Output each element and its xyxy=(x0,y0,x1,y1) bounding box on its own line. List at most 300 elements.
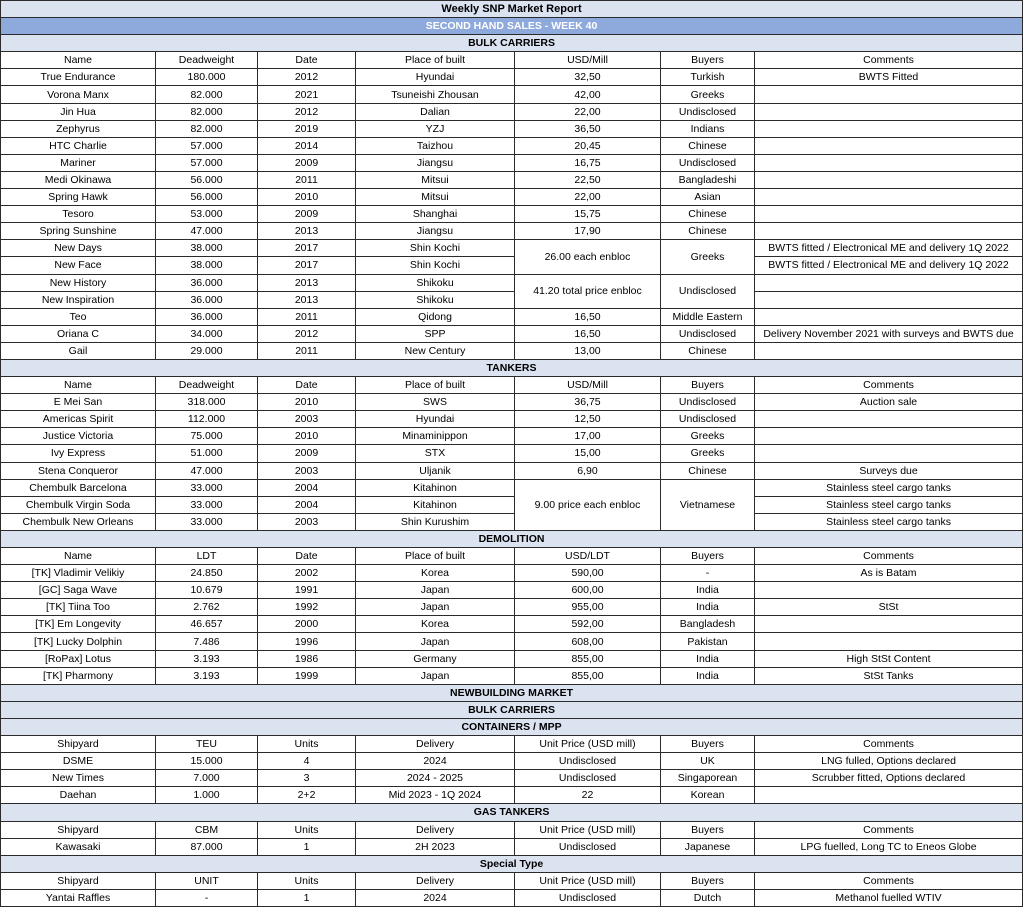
cell-buyers: Chinese xyxy=(661,206,755,223)
cell-place: Shanghai xyxy=(356,206,515,223)
cell-date: 3 xyxy=(258,770,356,787)
cell-date: 2013 xyxy=(258,274,356,291)
table-row xyxy=(1,513,1023,530)
table-row xyxy=(1,411,1023,428)
table-row xyxy=(1,120,1023,137)
cell-name: Chembulk Barcelona xyxy=(1,479,156,496)
cell-comments xyxy=(755,137,1023,154)
col-header-date: Units xyxy=(258,736,356,753)
col-header-price: Unit Price (USD mill) xyxy=(515,872,661,889)
table-row xyxy=(1,479,1023,496)
cell-buyers: UK xyxy=(661,753,755,770)
cell-price: 12,50 xyxy=(515,411,661,428)
cell-weight: 33.000 xyxy=(156,513,258,530)
cell-name: Spring Sunshine xyxy=(1,223,156,240)
cell-weight: 2.762 xyxy=(156,599,258,616)
cell-weight: 57.000 xyxy=(156,154,258,171)
table-row xyxy=(1,599,1023,616)
cell-comments xyxy=(755,206,1023,223)
cell-name: Oriana C xyxy=(1,325,156,342)
cell-name: [RoPax] Lotus xyxy=(1,650,156,667)
cell-date: 1991 xyxy=(258,582,356,599)
table-row xyxy=(1,753,1023,770)
cell-name: Justice Victoria xyxy=(1,428,156,445)
cell-comments: Stainless steel cargo tanks xyxy=(755,496,1023,513)
cell-comments: High StSt Content xyxy=(755,650,1023,667)
section-demolition: DEMOLITION xyxy=(1,530,1023,547)
cell-comments xyxy=(755,428,1023,445)
cell-weight: 29.000 xyxy=(156,342,258,359)
section-demolition-row xyxy=(1,530,1023,547)
report-title-row xyxy=(1,1,1023,18)
report-subtitle: SECOND HAND SALES - WEEK 40 xyxy=(1,18,1023,35)
col-header-weight: LDT xyxy=(156,548,258,565)
table-row xyxy=(1,291,1023,308)
cell-weight: - xyxy=(156,889,258,906)
cell-date: 2009 xyxy=(258,206,356,223)
cell-price: 16,50 xyxy=(515,308,661,325)
col-header-weight: CBM xyxy=(156,821,258,838)
cell-place: Jiangsu xyxy=(356,154,515,171)
cell-name: Chembulk New Orleans xyxy=(1,513,156,530)
section-containers: CONTAINERS / MPP xyxy=(1,718,1023,735)
cell-date: 2+2 xyxy=(258,787,356,804)
col-header-weight: UNIT xyxy=(156,872,258,889)
table-row xyxy=(1,787,1023,804)
cell-place: Korea xyxy=(356,565,515,582)
cell-price: 855,00 xyxy=(515,667,661,684)
table-row xyxy=(1,616,1023,633)
table-row xyxy=(1,86,1023,103)
cell-price: 36,75 xyxy=(515,394,661,411)
header-row xyxy=(1,736,1023,753)
col-header-name: Shipyard xyxy=(1,872,156,889)
cell-date: 2012 xyxy=(258,325,356,342)
table-row xyxy=(1,154,1023,171)
report-body xyxy=(1,1,1023,907)
cell-place: Japan xyxy=(356,667,515,684)
col-header-comments: Comments xyxy=(755,377,1023,394)
cell-name: Yantai Raffles xyxy=(1,889,156,906)
cell-weight: 82.000 xyxy=(156,120,258,137)
cell-weight: 82.000 xyxy=(156,86,258,103)
section-gas-tankers-row xyxy=(1,804,1023,821)
cell-comments: BWTS fitted / Electronical ME and delivery 1Q 2022 xyxy=(755,257,1023,274)
cell-weight: 51.000 xyxy=(156,445,258,462)
cell-date: 2009 xyxy=(258,445,356,462)
table-row xyxy=(1,274,1023,291)
cell-name: New Inspiration xyxy=(1,291,156,308)
cell-buyers: Greeks xyxy=(661,428,755,445)
col-header-price: USD/LDT xyxy=(515,548,661,565)
table-row xyxy=(1,171,1023,188)
cell-name: Jin Hua xyxy=(1,103,156,120)
cell-comments: StSt xyxy=(755,599,1023,616)
cell-date: 2013 xyxy=(258,291,356,308)
cell-date: 2010 xyxy=(258,189,356,206)
cell-price: 22,00 xyxy=(515,189,661,206)
section-containers-row xyxy=(1,718,1023,735)
cell-name: True Endurance xyxy=(1,69,156,86)
cell-place: YZJ xyxy=(356,120,515,137)
cell-price: 6,90 xyxy=(515,462,661,479)
cell-date: 2000 xyxy=(258,616,356,633)
cell-place: Shikoku xyxy=(356,291,515,308)
report-subtitle-row xyxy=(1,18,1023,35)
cell-place: Mitsui xyxy=(356,189,515,206)
col-header-buyers: Buyers xyxy=(661,736,755,753)
cell-name: Zephyrus xyxy=(1,120,156,137)
cell-weight: 33.000 xyxy=(156,496,258,513)
col-header-name: Shipyard xyxy=(1,736,156,753)
cell-comments xyxy=(755,616,1023,633)
cell-date: 2011 xyxy=(258,171,356,188)
cell-comments: Auction sale xyxy=(755,394,1023,411)
cell-comments xyxy=(755,445,1023,462)
table-row xyxy=(1,582,1023,599)
header-row xyxy=(1,872,1023,889)
cell-weight: 34.000 xyxy=(156,325,258,342)
cell-price: 608,00 xyxy=(515,633,661,650)
cell-buyers: Undisclosed xyxy=(661,325,755,342)
cell-price: 41.20 total price enbloc xyxy=(515,274,661,308)
cell-weight: 318.000 xyxy=(156,394,258,411)
cell-name: Medi Okinawa xyxy=(1,171,156,188)
cell-comments xyxy=(755,582,1023,599)
cell-weight: 46.657 xyxy=(156,616,258,633)
cell-date: 2009 xyxy=(258,154,356,171)
cell-name: Stena Conqueror xyxy=(1,462,156,479)
cell-place: Kitahinon xyxy=(356,479,515,496)
cell-place: Germany xyxy=(356,650,515,667)
cell-buyers: Dutch xyxy=(661,889,755,906)
cell-comments xyxy=(755,291,1023,308)
table-row xyxy=(1,496,1023,513)
cell-buyers: Singaporean xyxy=(661,770,755,787)
cell-price: 590,00 xyxy=(515,565,661,582)
cell-weight: 38.000 xyxy=(156,257,258,274)
table-row xyxy=(1,394,1023,411)
cell-price: 600,00 xyxy=(515,582,661,599)
col-header-date: Date xyxy=(258,52,356,69)
cell-buyers: Pakistan xyxy=(661,633,755,650)
cell-comments: BWTS Fitted xyxy=(755,69,1023,86)
cell-comments: LNG fulled, Options declared xyxy=(755,753,1023,770)
cell-comments xyxy=(755,154,1023,171)
section-newbuilding-market-row xyxy=(1,684,1023,701)
table-row xyxy=(1,325,1023,342)
col-header-date: Units xyxy=(258,872,356,889)
col-header-price: USD/Mill xyxy=(515,52,661,69)
cell-price: 15,75 xyxy=(515,206,661,223)
section-bulk-carriers: BULK CARRIERS xyxy=(1,35,1023,52)
cell-place: Japan xyxy=(356,582,515,599)
cell-price: 32,50 xyxy=(515,69,661,86)
cell-buyers: India xyxy=(661,599,755,616)
cell-date: 1992 xyxy=(258,599,356,616)
cell-name: New Times xyxy=(1,770,156,787)
report-title: Weekly SNP Market Report xyxy=(1,1,1023,18)
col-header-buyers: Buyers xyxy=(661,821,755,838)
col-header-price: USD/Mill xyxy=(515,377,661,394)
table-row xyxy=(1,428,1023,445)
cell-place: Qidong xyxy=(356,308,515,325)
cell-date: 1 xyxy=(258,889,356,906)
cell-place: Shin Kochi xyxy=(356,257,515,274)
col-header-weight: Deadweight xyxy=(156,377,258,394)
cell-buyers: Vietnamese xyxy=(661,479,755,530)
cell-place: New Century xyxy=(356,342,515,359)
cell-date: 2010 xyxy=(258,394,356,411)
cell-name: New Face xyxy=(1,257,156,274)
cell-name: [TK] Tiina Too xyxy=(1,599,156,616)
cell-name: Vorona Manx xyxy=(1,86,156,103)
col-header-weight: TEU xyxy=(156,736,258,753)
cell-weight: 47.000 xyxy=(156,223,258,240)
section-newbuilding-bulk-row xyxy=(1,701,1023,718)
col-header-place: Place of built xyxy=(356,52,515,69)
cell-name: [TK] Vladimir Velikiy xyxy=(1,565,156,582)
cell-place: SWS xyxy=(356,394,515,411)
cell-buyers: Undisclosed xyxy=(661,274,755,308)
cell-date: 1996 xyxy=(258,633,356,650)
cell-date: 2002 xyxy=(258,565,356,582)
cell-date: 2019 xyxy=(258,120,356,137)
cell-date: 2013 xyxy=(258,223,356,240)
cell-weight: 33.000 xyxy=(156,479,258,496)
col-header-place: Delivery xyxy=(356,872,515,889)
cell-name: Gail xyxy=(1,342,156,359)
cell-date: 2003 xyxy=(258,513,356,530)
col-header-name: Name xyxy=(1,52,156,69)
cell-date: 2003 xyxy=(258,462,356,479)
cell-place: Shikoku xyxy=(356,274,515,291)
table-row xyxy=(1,770,1023,787)
cell-date: 2021 xyxy=(258,86,356,103)
cell-buyers: Bangladesh xyxy=(661,616,755,633)
cell-price: 13,00 xyxy=(515,342,661,359)
cell-buyers: - xyxy=(661,565,755,582)
cell-buyers: Japanese xyxy=(661,838,755,855)
cell-date: 2014 xyxy=(258,137,356,154)
cell-weight: 7.000 xyxy=(156,770,258,787)
cell-place: 2024 - 2025 xyxy=(356,770,515,787)
cell-comments xyxy=(755,308,1023,325)
table-row xyxy=(1,308,1023,325)
cell-price: 20,45 xyxy=(515,137,661,154)
cell-date: 1986 xyxy=(258,650,356,667)
cell-name: [GC] Saga Wave xyxy=(1,582,156,599)
table-row xyxy=(1,69,1023,86)
cell-price: Undisclosed xyxy=(515,770,661,787)
cell-buyers: Chinese xyxy=(661,137,755,154)
table-row xyxy=(1,189,1023,206)
cell-weight: 15.000 xyxy=(156,753,258,770)
header-row xyxy=(1,821,1023,838)
cell-comments xyxy=(755,274,1023,291)
cell-comments: Stainless steel cargo tanks xyxy=(755,479,1023,496)
cell-buyers: Undisclosed xyxy=(661,394,755,411)
cell-price: 17,00 xyxy=(515,428,661,445)
cell-weight: 53.000 xyxy=(156,206,258,223)
cell-price: 26.00 each enbloc xyxy=(515,240,661,274)
col-header-name: Name xyxy=(1,548,156,565)
cell-weight: 75.000 xyxy=(156,428,258,445)
cell-buyers: Greeks xyxy=(661,445,755,462)
cell-price: Undisclosed xyxy=(515,838,661,855)
cell-price: 592,00 xyxy=(515,616,661,633)
cell-name: Kawasaki xyxy=(1,838,156,855)
cell-weight: 38.000 xyxy=(156,240,258,257)
cell-comments: Stainless steel cargo tanks xyxy=(755,513,1023,530)
cell-date: 2011 xyxy=(258,342,356,359)
cell-comments: As is Batam xyxy=(755,565,1023,582)
col-header-date: Date xyxy=(258,377,356,394)
cell-buyers: Undisclosed xyxy=(661,103,755,120)
cell-weight: 3.193 xyxy=(156,667,258,684)
cell-weight: 36.000 xyxy=(156,274,258,291)
cell-place: Hyundai xyxy=(356,411,515,428)
col-header-comments: Comments xyxy=(755,736,1023,753)
table-row xyxy=(1,257,1023,274)
cell-price: Undisclosed xyxy=(515,753,661,770)
cell-place: 2024 xyxy=(356,753,515,770)
cell-weight: 7.486 xyxy=(156,633,258,650)
cell-comments xyxy=(755,171,1023,188)
cell-comments: StSt Tanks xyxy=(755,667,1023,684)
col-header-buyers: Buyers xyxy=(661,548,755,565)
cell-buyers: Chinese xyxy=(661,462,755,479)
cell-date: 2017 xyxy=(258,257,356,274)
cell-comments: Scrubber fitted, Options declared xyxy=(755,770,1023,787)
section-gas-tankers: GAS TANKERS xyxy=(1,804,1023,821)
cell-weight: 10.679 xyxy=(156,582,258,599)
cell-name: Mariner xyxy=(1,154,156,171)
cell-price: 22 xyxy=(515,787,661,804)
cell-weight: 112.000 xyxy=(156,411,258,428)
cell-price: Undisclosed xyxy=(515,889,661,906)
cell-weight: 180.000 xyxy=(156,69,258,86)
cell-name: New History xyxy=(1,274,156,291)
cell-weight: 57.000 xyxy=(156,137,258,154)
table-row xyxy=(1,462,1023,479)
cell-buyers: Bangladeshi xyxy=(661,171,755,188)
cell-place: STX xyxy=(356,445,515,462)
cell-date: 2004 xyxy=(258,496,356,513)
cell-date: 2003 xyxy=(258,411,356,428)
cell-weight: 56.000 xyxy=(156,189,258,206)
cell-name: Americas Spirit xyxy=(1,411,156,428)
cell-place: Uljanik xyxy=(356,462,515,479)
cell-weight: 47.000 xyxy=(156,462,258,479)
col-header-comments: Comments xyxy=(755,872,1023,889)
cell-price: 36,50 xyxy=(515,120,661,137)
cell-comments: Surveys due xyxy=(755,462,1023,479)
cell-comments xyxy=(755,787,1023,804)
cell-comments: Methanol fuelled WTIV xyxy=(755,889,1023,906)
table-row xyxy=(1,223,1023,240)
section-tankers: TANKERS xyxy=(1,359,1023,376)
cell-buyers: Undisclosed xyxy=(661,411,755,428)
col-header-date: Units xyxy=(258,821,356,838)
cell-comments xyxy=(755,86,1023,103)
cell-comments xyxy=(755,342,1023,359)
cell-buyers: Chinese xyxy=(661,342,755,359)
cell-buyers: Chinese xyxy=(661,223,755,240)
cell-price: 22,50 xyxy=(515,171,661,188)
cell-date: 2010 xyxy=(258,428,356,445)
cell-place: Korea xyxy=(356,616,515,633)
table-row xyxy=(1,342,1023,359)
table-row xyxy=(1,103,1023,120)
cell-name: E Mei San xyxy=(1,394,156,411)
table-row xyxy=(1,565,1023,582)
table-row xyxy=(1,633,1023,650)
cell-buyers: Undisclosed xyxy=(661,154,755,171)
cell-weight: 36.000 xyxy=(156,291,258,308)
cell-comments xyxy=(755,411,1023,428)
cell-comments xyxy=(755,223,1023,240)
section-newbuilding-market: NEWBUILDING MARKET xyxy=(1,684,1023,701)
cell-date: 2011 xyxy=(258,308,356,325)
cell-buyers: Middle Eastern xyxy=(661,308,755,325)
cell-price: 9.00 price each enbloc xyxy=(515,479,661,530)
cell-name: [TK] Lucky Dolphin xyxy=(1,633,156,650)
cell-buyers: Greeks xyxy=(661,240,755,274)
cell-name: Ivy Express xyxy=(1,445,156,462)
cell-buyers: Korean xyxy=(661,787,755,804)
cell-weight: 87.000 xyxy=(156,838,258,855)
cell-weight: 56.000 xyxy=(156,171,258,188)
cell-buyers: Indians xyxy=(661,120,755,137)
cell-comments xyxy=(755,120,1023,137)
col-header-place: Delivery xyxy=(356,821,515,838)
section-bulk-carriers-row xyxy=(1,35,1023,52)
col-header-name: Shipyard xyxy=(1,821,156,838)
cell-place: 2024 xyxy=(356,889,515,906)
cell-weight: 36.000 xyxy=(156,308,258,325)
cell-name: Chembulk Virgin Soda xyxy=(1,496,156,513)
col-header-name: Name xyxy=(1,377,156,394)
cell-buyers: India xyxy=(661,667,755,684)
cell-weight: 3.193 xyxy=(156,650,258,667)
col-header-date: Date xyxy=(258,548,356,565)
cell-place: Dalian xyxy=(356,103,515,120)
table-row xyxy=(1,838,1023,855)
cell-price: 22,00 xyxy=(515,103,661,120)
header-row xyxy=(1,52,1023,69)
table-row xyxy=(1,650,1023,667)
cell-name: Spring Hawk xyxy=(1,189,156,206)
col-header-buyers: Buyers xyxy=(661,377,755,394)
cell-place: Shin Kochi xyxy=(356,240,515,257)
cell-weight: 1.000 xyxy=(156,787,258,804)
cell-place: Mid 2023 - 1Q 2024 xyxy=(356,787,515,804)
cell-name: Teo xyxy=(1,308,156,325)
cell-comments xyxy=(755,633,1023,650)
cell-name: Daehan xyxy=(1,787,156,804)
header-row xyxy=(1,548,1023,565)
cell-place: Kitahinon xyxy=(356,496,515,513)
cell-place: 2H 2023 xyxy=(356,838,515,855)
col-header-place: Place of built xyxy=(356,548,515,565)
cell-buyers: India xyxy=(661,582,755,599)
cell-buyers: Turkish xyxy=(661,69,755,86)
cell-date: 4 xyxy=(258,753,356,770)
cell-place: Minaminippon xyxy=(356,428,515,445)
col-header-comments: Comments xyxy=(755,52,1023,69)
cell-weight: 24.850 xyxy=(156,565,258,582)
